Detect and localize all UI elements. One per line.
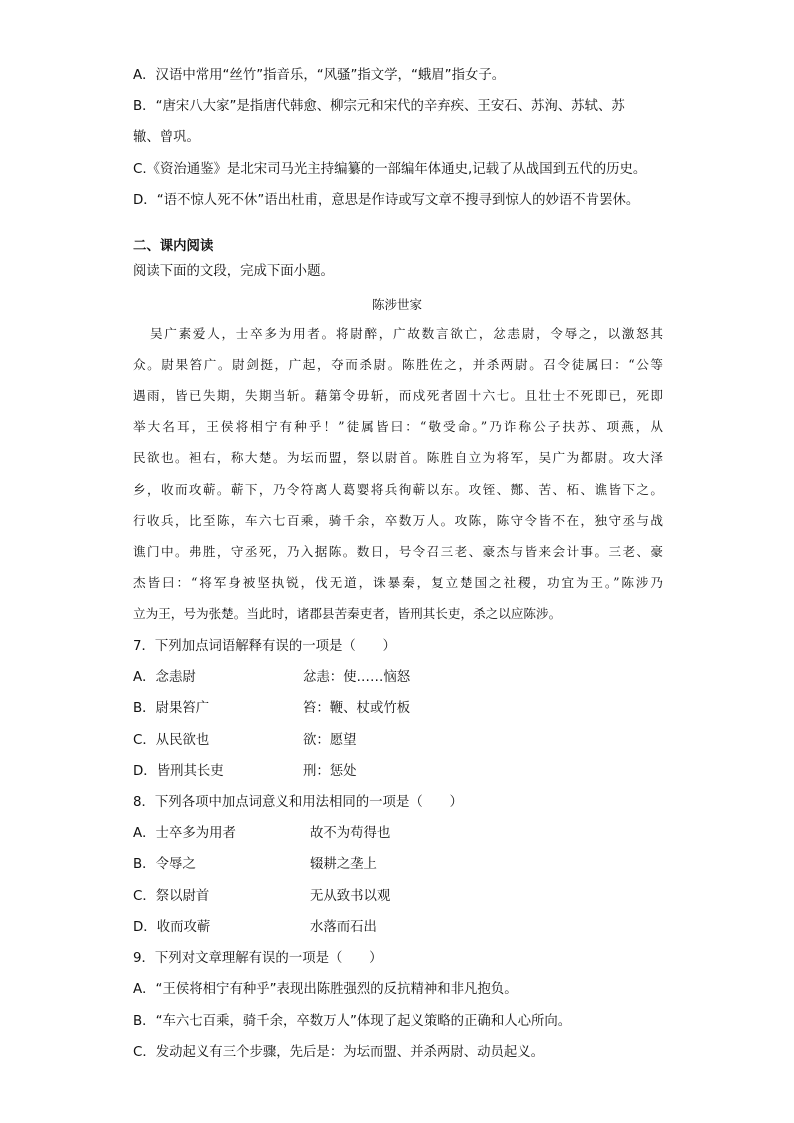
passage-line: 遇雨，皆已失期，失期当斩。藉第令毋斩，而戍死者固十六七。且壮士不死即已，死即 xyxy=(133,388,663,403)
option-label: B．令辱之 xyxy=(133,857,196,872)
option-label: A．士卒多为用者 xyxy=(133,826,236,841)
question-9-option-c: C．发动起义有三个步骤，先后是：为坛而盟、并杀两尉、动员起义。 xyxy=(133,1045,545,1060)
passage-line: 立为王，号为张楚。当此时，诸郡县苦秦吏者，皆刑其长吏，杀之以应陈涉。 xyxy=(133,606,562,621)
option-label: A．念恚尉 xyxy=(133,670,196,685)
passage-line: 民欲也。袒右，称大楚。为坛而盟，祭以尉首。陈胜自立为将军，吴广为都尉。攻大泽 xyxy=(133,450,663,465)
option-gloss: 水落而石出 xyxy=(310,920,377,935)
section-heading: 二、课内阅读 xyxy=(133,239,214,254)
option-gloss: 辍耕之垄上 xyxy=(310,857,377,872)
option-label: D．收而攻蕲 xyxy=(133,920,211,935)
passage-line: 吴广素爱人，士卒多为用者。将尉醉，广故数言欲亡，忿恚尉，令辱之，以激怒其 xyxy=(150,326,663,341)
top-option-b: B．“唐宋八大家”是指唐代韩愈、柳宗元和宋代的辛弃疾、王安石、苏洵、苏轼、苏 xyxy=(133,99,625,114)
question-9-option-b: B．“车六七百乘，骑千余，卒数万人”体现了起义策略的正确和人心所向。 xyxy=(133,1014,572,1029)
option-gloss: 欲：愿望 xyxy=(303,733,357,748)
top-option-a: A．汉语中常用“丝竹”指音乐，“风骚”指文学，“蛾眉”指女子。 xyxy=(133,68,506,83)
option-gloss: 忿恚：使……恼怒 xyxy=(303,670,411,685)
passage-line: 乡，收而攻蕲。蕲下，乃令符离人葛婴将兵徇蕲以东。攻铚、酂、苦、柘、谯皆下之。 xyxy=(133,482,663,497)
passage-line: 众。尉果笞广。尉剑挺，广起，夺而杀尉。陈胜佐之，并杀两尉。召令徒属曰：“公等 xyxy=(133,357,663,372)
option-gloss: 笞：鞭、杖或竹板 xyxy=(303,701,411,716)
option-gloss: 刑：惩处 xyxy=(303,764,357,779)
passage-line: 行收兵，比至陈，车六七百乘，骑千余，卒数万人。攻陈，陈守令皆不在，独守丞与战 xyxy=(133,513,663,528)
question-9-option-a: A．“王侯将相宁有种乎”表现出陈胜强烈的反抗精神和非凡抱负。 xyxy=(133,982,518,997)
top-option-c: C.《资治通鉴》是北宋司马光主持编纂的一部编年体通史,记载了从战国到五代的历史。 xyxy=(133,162,647,177)
section-instruction: 阅读下面的文段，完成下面小题。 xyxy=(133,264,334,279)
passage-title: 陈涉世家 xyxy=(371,297,422,312)
passage-line: 举大名耳，王侯将相宁有种乎！”徒属皆曰：“敬受命。”乃诈称公子扶苏、项燕，从 xyxy=(133,419,663,434)
top-option-d: D．“语不惊人死不休”语出杜甫，意思是作诗或写文章不搜寻到惊人的妙语不肯罢休。 xyxy=(133,193,640,208)
option-label: C．祭以尉首 xyxy=(133,889,210,904)
option-label: C．从民欲也 xyxy=(133,733,210,748)
passage-line: 杰皆曰：“将军身被坚执锐，伐无道，诛暴秦，复立楚国之社稷，功宜为王。”陈涉乃 xyxy=(133,575,663,590)
option-gloss: 故不为苟得也 xyxy=(310,826,391,841)
question-8-stem: 8．下列各项中加点词意义和用法相同的一项是（ ） xyxy=(133,795,463,810)
option-label: D．皆刑其长吏 xyxy=(133,764,224,779)
question-9-stem: 9．下列对文章理解有误的一项是（ ） xyxy=(133,951,383,966)
option-label: B．尉果笞广 xyxy=(133,701,210,716)
passage-line: 谯门中。弗胜，守丞死，乃入据陈。数日，号令召三老、豪杰与皆来会计事。三老、豪 xyxy=(133,544,663,559)
option-gloss: 无从致书以观 xyxy=(310,889,391,904)
question-7-stem: 7．下列加点词语解释有误的一项是（ ） xyxy=(133,639,396,654)
top-option-b-continued: 辙、曾巩。 xyxy=(133,130,200,145)
